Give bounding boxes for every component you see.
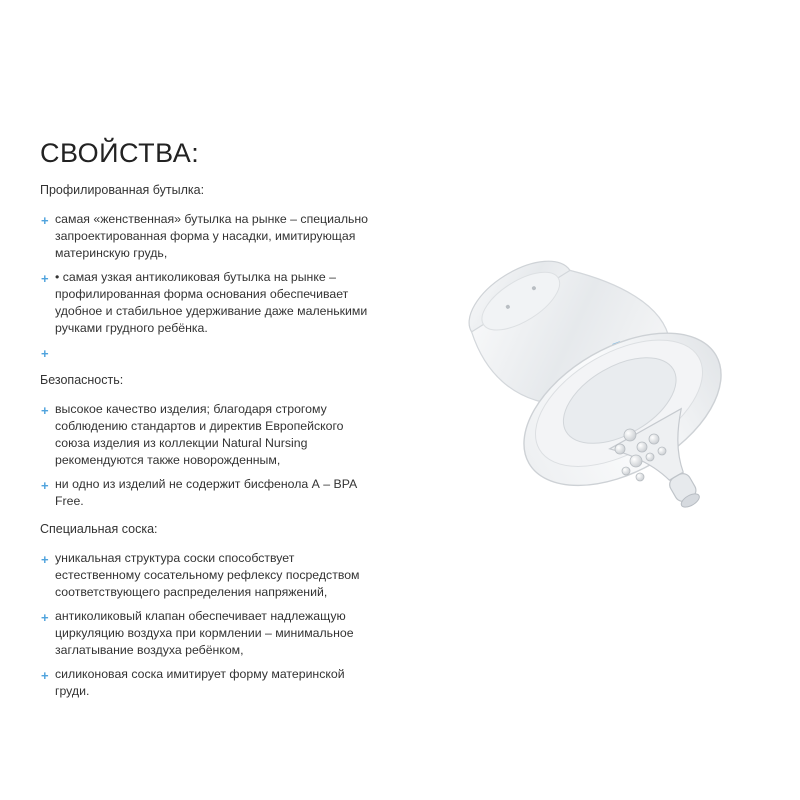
plus-bullet-icon: + xyxy=(41,213,49,228)
plus-bullet-icon: + xyxy=(41,271,49,286)
list-item xyxy=(40,269,380,337)
properties-text-column xyxy=(40,138,380,712)
feature-list xyxy=(40,550,380,700)
list-item xyxy=(40,666,380,700)
plus-bullet-icon: + xyxy=(41,610,49,625)
feature-list xyxy=(40,211,380,361)
plus-bullet-icon: + xyxy=(41,668,49,683)
section-profiled-bottle xyxy=(40,183,380,361)
list-item xyxy=(40,550,380,601)
list-item xyxy=(40,476,380,510)
list-item-text: самая «женственная» бутылка на рынке – специально запроектированная форма у насадки, имитирующая материнскую грудь, xyxy=(55,212,369,260)
plus-bullet-icon: + xyxy=(41,552,49,567)
baby-bottle-image xyxy=(440,225,730,535)
plus-bullet-icon: + xyxy=(41,403,49,418)
list-item xyxy=(40,608,380,659)
list-item xyxy=(40,344,380,361)
section-special-nipple xyxy=(40,522,380,700)
section-heading: Профилированная бутылка: xyxy=(40,183,205,197)
feature-list xyxy=(40,401,380,510)
page-title: СВОЙСТВА: xyxy=(40,138,200,168)
section-heading: Безопасность: xyxy=(40,373,124,387)
baby-bottle-icon xyxy=(440,225,730,535)
section-heading: Специальная соска: xyxy=(40,522,158,536)
list-item-text: высокое качество изделия; благодаря строгому соблюдению стандартов и директив Европейского союза изделия из коллекции Natural Nursing рекомендуются также новорожденным, xyxy=(55,402,344,467)
list-item-text: • самая узкая антиколиковая бутылка на рынке – профилированная форма основания обеспечивает удобное и стабильное удерживание даже маленькими ручками грудного ребёнка. xyxy=(55,270,368,335)
list-item-text: ни одно из изделий не содержит бисфенола А – BPA Free. xyxy=(55,477,357,508)
plus-bullet-icon: + xyxy=(41,478,49,493)
list-item-text: силиконовая соска имитирует форму материнской груди. xyxy=(55,667,345,698)
section-safety xyxy=(40,373,380,510)
plus-bullet-icon: + xyxy=(41,346,49,361)
list-item xyxy=(40,401,380,469)
list-item-text: антиколиковый клапан обеспечивает надлежащую циркуляцию воздуха при кормлении – минимальное заглатывание воздуха ребёнком, xyxy=(55,609,354,657)
list-item xyxy=(40,211,380,262)
list-item-text: уникальная структура соски способствует естественному сосательному рефлексу посредством соответствующего распределения напряжений, xyxy=(55,551,360,599)
